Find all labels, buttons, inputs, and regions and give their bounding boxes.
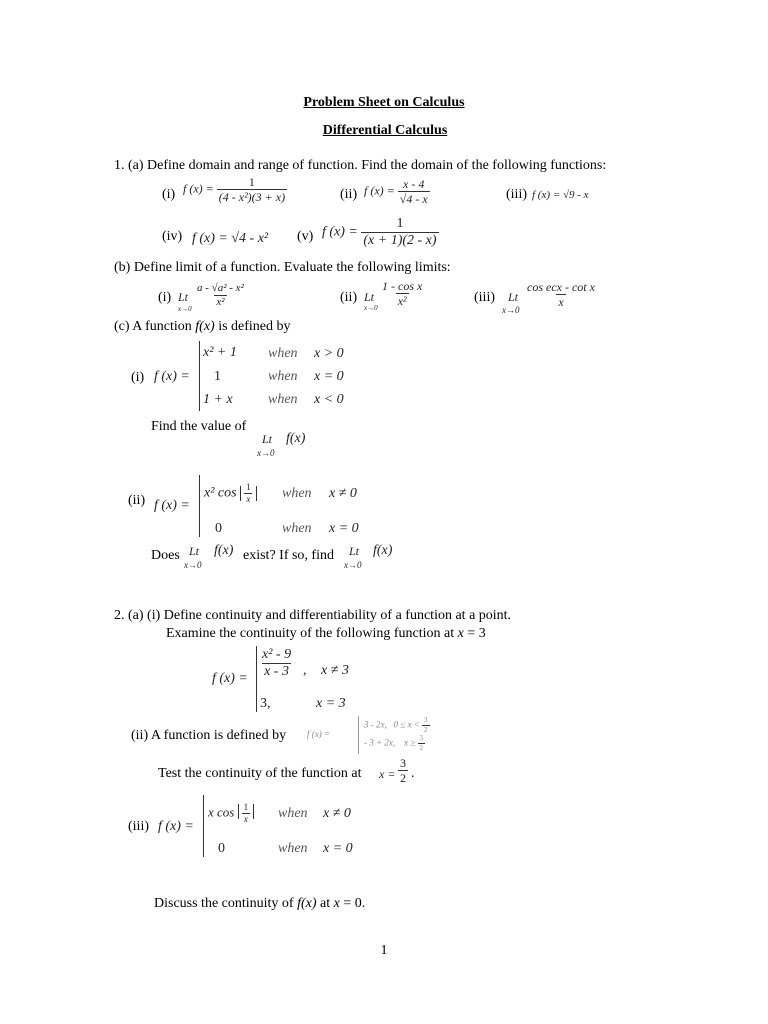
q1c-i-row2-cond: x = 0 xyxy=(314,369,344,384)
q1c-find2-sub: x→0 xyxy=(344,560,362,570)
q1c-i-row2-when: when xyxy=(268,369,298,384)
q1b-label-ii: (ii) xyxy=(340,290,358,305)
q2a-iii-row2-expr: 0 xyxy=(218,841,225,856)
q1b-i-lt: Lt xyxy=(178,290,189,304)
q1a-label-v: (v) xyxy=(297,229,314,244)
q2a-iii-label: (iii) xyxy=(128,819,149,834)
q2a-ii-row2: - 3 + 2x, x ≥ $\frac{3}{2}$ xyxy=(364,734,424,752)
page-number: 1 xyxy=(380,943,388,958)
q1b-iii-frac: $\frac{\text{cos ecx - cot x}}{x}$ xyxy=(527,280,595,309)
q1a-label-ii: (ii) xyxy=(340,187,358,202)
q2a-iii-row2-cond: x = 0 xyxy=(323,841,353,856)
q1c-i-row1-cond: x > 0 xyxy=(314,346,344,361)
q1c-label-i: (i) xyxy=(131,370,145,385)
q2a-iii-row1-when: when xyxy=(278,806,308,821)
q2a-ii-text: (ii) A function is defined by xyxy=(131,728,287,743)
q1c-i-row3-when: when xyxy=(268,392,298,407)
q2a-iii-lhs: f (x) = xyxy=(158,819,194,834)
q1a-ii-expr: f (x) = $\frac{x - 4}{√4 - x}$ xyxy=(364,177,428,206)
q1c-find-fx: f(x) xyxy=(286,431,306,446)
q1c-exist: exist? If so, find xyxy=(243,548,334,563)
q2a-examine: Examine the continuity of the following function at x = 3 xyxy=(166,626,486,641)
q1a-label-i: (i) xyxy=(162,187,176,202)
q1c-find-sub: x→0 xyxy=(257,448,275,458)
q1b-label-iii: (iii) xyxy=(474,290,495,305)
q2a-row1-cond: x ≠ 3 xyxy=(321,663,349,678)
q1a-text: 1. (a) Define domain and range of function. Find the domain of the following functions: xyxy=(114,158,607,173)
q1c-does-fx: f(x) xyxy=(214,543,234,558)
q1b-i-sub: x→0 xyxy=(178,305,192,313)
q1b-iii-lt: Lt xyxy=(508,290,519,304)
q1c-text: (c) A function f(x) is defined by xyxy=(114,319,291,334)
q2a-iii-brace xyxy=(203,795,204,857)
q2a-row2-expr: 3, xyxy=(260,696,271,711)
q1a-iii-expr: f (x) = √9 - x xyxy=(532,189,589,201)
q2a-row2-cond: x = 3 xyxy=(316,696,346,711)
q1a-label-iv: (iv) xyxy=(162,229,183,244)
q1b-ii-frac: $\frac{\text{1 - cos x}}{\text{x²}}$ xyxy=(382,279,423,308)
q2a-discuss: Discuss the continuity of f(x) at x = 0. xyxy=(154,896,366,911)
q1c-does: Does xyxy=(151,548,180,563)
q2a-brace xyxy=(256,646,257,712)
q1b-text: (b) Define limit of a function. Evaluate the following limits: xyxy=(114,260,451,275)
q1a-i-expr: f (x) = $\frac{1}{\text{(4 - x²)(3 + x)}}$ xyxy=(183,175,286,204)
q1c-ii-lhs: f (x) = xyxy=(154,498,190,513)
q1c-ii-brace xyxy=(199,475,200,537)
page-title: Problem Sheet on Calculus xyxy=(303,95,465,110)
q1c-find-lt: Lt xyxy=(262,432,273,446)
q2a-ii-brace xyxy=(358,716,359,754)
q2a-test-frac: $\frac{3}{2}$ xyxy=(400,756,406,785)
q1c-i-row3-expr: 1 + x xyxy=(203,392,233,407)
q1c-label-ii: (ii) xyxy=(128,493,146,508)
q1c-i-row3-cond: x < 0 xyxy=(314,392,344,407)
q2a-row1-sep: , xyxy=(303,663,307,678)
q1c-does-lt: Lt xyxy=(189,544,200,558)
q2a-text: 2. (a) (i) Define continuity and differentiability of a function at a point. xyxy=(114,608,512,623)
q1b-label-i: (i) xyxy=(158,290,172,305)
q1c-find2-fx: f(x) xyxy=(373,543,393,558)
q2a-row1-frac: $\frac{\text{x² - 9}}{x - 3}$ xyxy=(262,647,292,679)
q1b-i-frac: $\frac{\text{a - √a² - x²}}{\text{x²}}$ xyxy=(197,282,244,308)
q1c-ii-row2-expr: 0 xyxy=(215,521,222,536)
q1a-v-expr: f (x) = $\frac{1}{(x + 1)(2 - x)}$ xyxy=(322,216,437,248)
q1c-i-row1-when: when xyxy=(268,346,298,361)
q1c-i-lhs: f (x) = xyxy=(154,369,190,384)
q2a-ii-lhs: f (x) = xyxy=(307,729,331,739)
q1a-iv-expr: f (x) = √4 - x² xyxy=(192,231,269,246)
q2a-ii-row1: 3 - 2x, 0 ≤ x < $\frac{3}{2}$ xyxy=(364,716,428,734)
q1c-ii-row2-when: when xyxy=(282,521,312,536)
q1b-iii-sub: x→0 xyxy=(502,305,520,315)
q1c-ii-row1-cond: x ≠ 0 xyxy=(329,486,357,501)
q1c-ii-row1-when: when xyxy=(282,486,312,501)
q1b-ii-sub: x→0 xyxy=(364,304,378,312)
q2a-lhs: f (x) = xyxy=(212,671,248,686)
q2a-test-period: . xyxy=(411,766,415,781)
q1c-i-row1-expr: x² + 1 xyxy=(203,345,237,360)
q2a-iii-row1-expr: x cos $\frac{1}{x}$ xyxy=(208,803,254,824)
q1c-i-row2-expr: 1 xyxy=(214,369,221,384)
q1c-find-value: Find the value of xyxy=(151,419,247,434)
q2a-iii-row2-when: when xyxy=(278,841,308,856)
q2a-iii-row1-cond: x ≠ 0 xyxy=(323,806,351,821)
q1c-i-brace xyxy=(199,341,200,411)
q1b-ii-lt: Lt xyxy=(364,290,375,304)
page-subtitle: Differential Calculus xyxy=(322,123,448,138)
q1a-label-iii: (iii) xyxy=(506,187,527,202)
q1c-find2-lt: Lt xyxy=(349,544,360,558)
q2a-test-x: x = xyxy=(379,767,396,781)
q1c-ii-row2-cond: x = 0 xyxy=(329,521,359,536)
q1c-ii-row1-expr: x² cos $\frac{1}{x}$ xyxy=(204,483,257,504)
q1c-does-sub: x→0 xyxy=(184,560,202,570)
q2a-test-text: Test the continuity of the function at xyxy=(158,766,362,781)
